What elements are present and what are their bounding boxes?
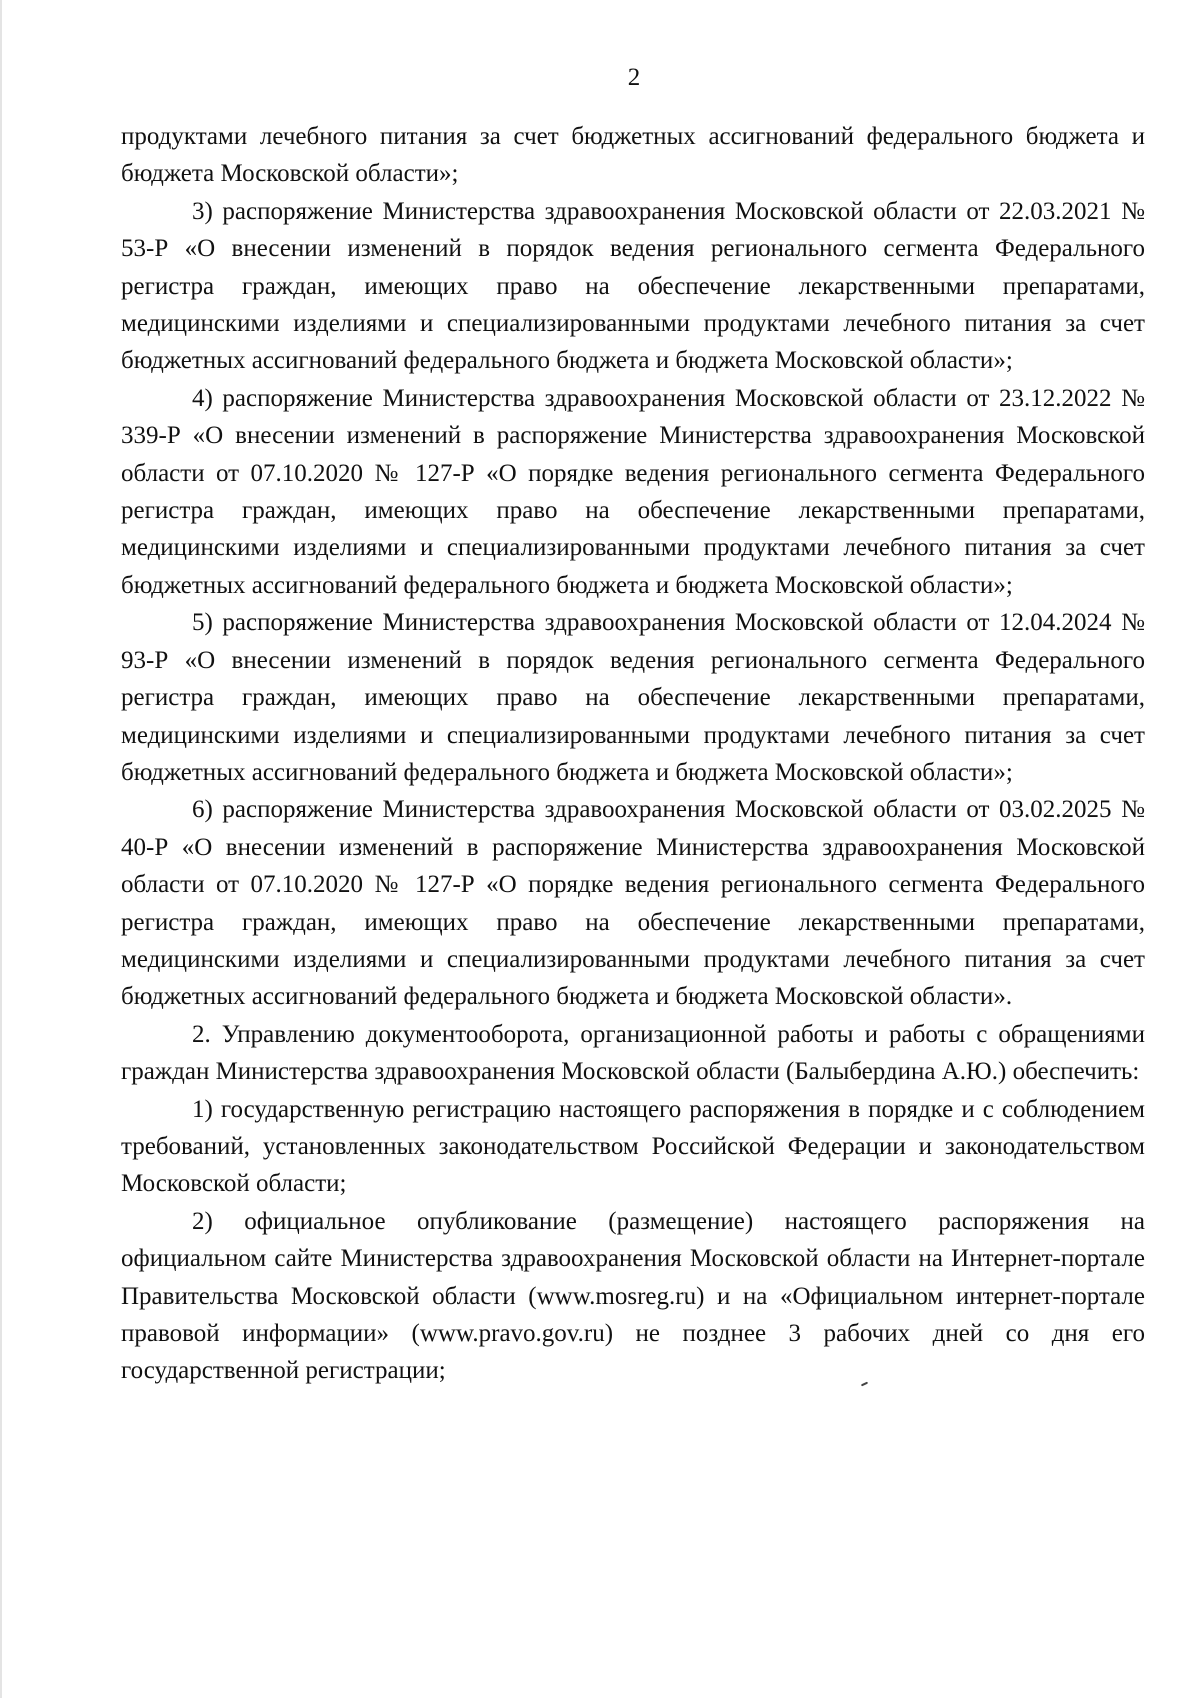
document-body — [121, 118, 1145, 1390]
list-item-5-order-93r: 5) распоряжение Министерства здравоохранения Московской области от 12.04.2024 № 93-Р «О внесении изменений в порядок ведения регионального сегмента Федерального регистра граждан, имеющих право на обеспечение лекарственными препаратами, медицинскими изделиями и специализированными продуктами лечебного питания за счет бюджетных ассигнований федерального бюджета и бюджета Московской области»; — [121, 609, 1145, 786]
list-item-3-order-53r: 3) распоряжение Министерства здравоохранения Московской области от 22.03.2021 № 53-Р «О внесении изменений в порядок ведения регионального сегмента Федерального регистра граждан, имеющих право на обеспечение лекарственными препаратами, медицинскими изделиями и специализированными продуктами лечебного питания за счет бюджетных ассигнований федерального бюджета и бюджета Московской области»; — [121, 197, 1145, 375]
paragraph-continuation: продуктами лечебного питания за счет бюджетных ассигнований федерального бюджета и бюджета Московской области»; — [121, 123, 1145, 188]
list-item-registration: 1) государственную регистрацию настоящего распоряжения в порядке и с соблюдением требований, установленных законодательством Российской Федерации и законодательством Московской области; — [121, 1095, 1145, 1198]
list-item-4-order-339r: 4) распоряжение Министерства здравоохранения Московской области от 23.12.2022 № 339-Р «О внесении изменений в распоряжение Министерства здравоохранения Московской области от 07.10.2020 № 127-Р «О порядке ведения регионального сегмента Федерального регистра граждан, имеющих право на обеспечение лекарственными препаратами, медицинскими изделиями и специализированными продуктами лечебного питания за счет бюджетных ассигнований федерального бюджета и бюджета Московской области»; — [121, 384, 1145, 599]
list-item-6-order-40r: 6) распоряжение Министерства здравоохранения Московской области от 03.02.2025 № 40-Р «О внесении изменений в распоряжение Министерства здравоохранения Московской области от 07.10.2020 № 127-Р «О порядке ведения регионального сегмента Федерального регистра граждан, имеющих право на обеспечение лекарственными препаратами, медицинскими изделиями и специализированными продуктами лечебного питания за счет бюджетных ассигнований федерального бюджета и бюджета Московской области». — [121, 796, 1145, 1011]
section-2-instruction: 2. Управлению документооборота, организационной работы и работы с обращениями граждан Министерства здравоохранения Московской области (Балыбердина А.Ю.) обеспечить: — [121, 1020, 1145, 1086]
list-item-publication: 2) официальное опубликование (размещение) настоящего распоряжения на официальном сайте Министерства здравоохранения Московской области на Интернет-портале Правительства Московской области (www.mosreg.ru) и на «Официальном интернет-портале правовой информации» (www.pravo.gov.ru) не позднее 3 рабочих дней со дня его государственной регистрации; — [121, 1207, 1145, 1385]
page-number: 2 — [627, 64, 641, 91]
